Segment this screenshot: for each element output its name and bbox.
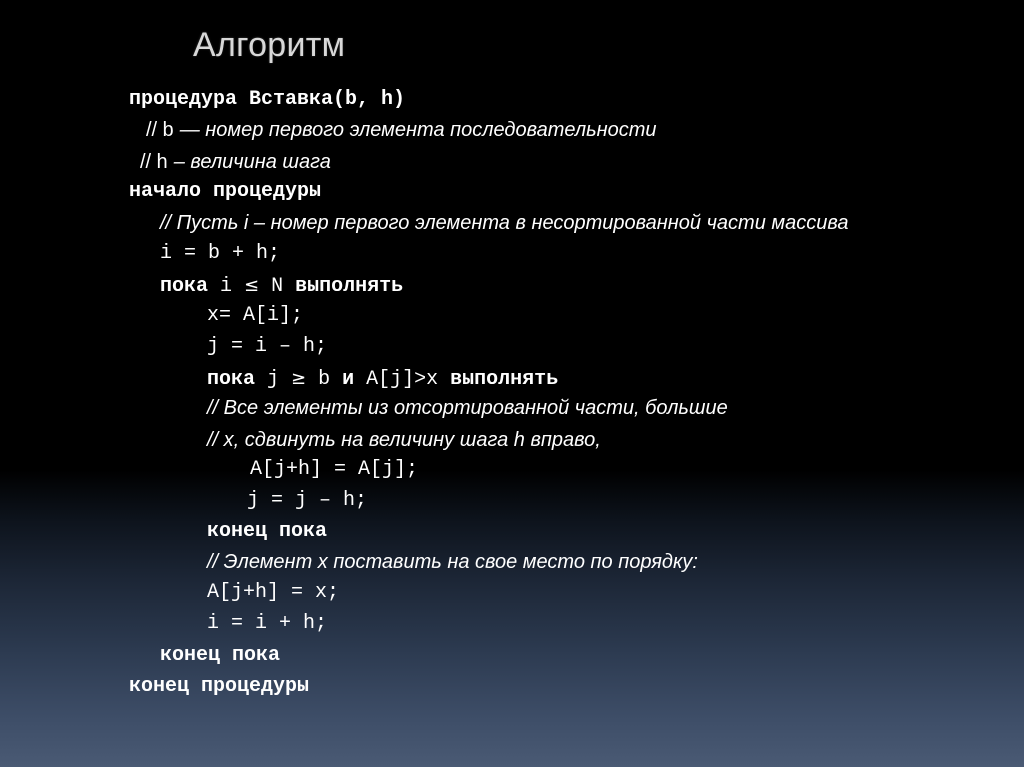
comment-var: h [156, 152, 169, 175]
comment-text: — номер первого элемента последовательности [174, 119, 657, 141]
keyword-while: пока [207, 368, 256, 391]
slide-title: Алгоритм [193, 26, 346, 64]
geq-symbol: ≥ [291, 368, 307, 389]
comment-var: b [162, 120, 175, 143]
comment-slashes: // [146, 119, 158, 141]
stmt-place-x: A[j+h] = x; [207, 581, 340, 604]
end-outer-while: конец пока [160, 644, 281, 667]
comment-shift-2: // x, сдвинуть на величину шага h вправо, [207, 429, 601, 451]
comment-let-i: // Пусть i – номер первого элемента в несортированной части массива [160, 212, 849, 234]
while-inner: пока j ≥ b и A[j]>x выполнять [207, 368, 559, 391]
comment-h [140, 150, 331, 176]
comment-slashes: // [140, 151, 152, 173]
stmt-j-assign: j = i – h; [207, 335, 328, 358]
stmt-i-increment: i = i + h; [207, 612, 328, 635]
leq-symbol: ≤ [244, 275, 260, 296]
keyword-while: пока [160, 275, 209, 298]
keyword-do: выполнять [295, 275, 404, 298]
procedure-begin: начало процедуры [129, 180, 322, 203]
end-inner-while: конец пока [207, 520, 328, 543]
stmt-init-i: i = b + h; [160, 242, 281, 265]
stmt-x-assign: x= A[i]; [207, 304, 304, 327]
stmt-shift-element: A[j+h] = A[j]; [250, 458, 419, 481]
comment-var: i [243, 212, 249, 234]
keyword-and: и [342, 368, 355, 391]
comment-shift-1: // Все элементы из отсортированной части, большие [207, 397, 728, 419]
comment-place-element: // Элемент x поставить на свое место по порядку: [207, 551, 698, 573]
procedure-end: конец процедуры [129, 675, 310, 698]
stmt-j-decrement: j = j – h; [247, 489, 368, 512]
comment-text: – величина шага [168, 151, 331, 173]
keyword-do: выполнять [450, 368, 559, 391]
comment-b [146, 118, 657, 144]
procedure-header: процедура Вставка(b, h) [129, 88, 406, 111]
while-outer: пока i ≤ N выполнять [160, 275, 404, 298]
